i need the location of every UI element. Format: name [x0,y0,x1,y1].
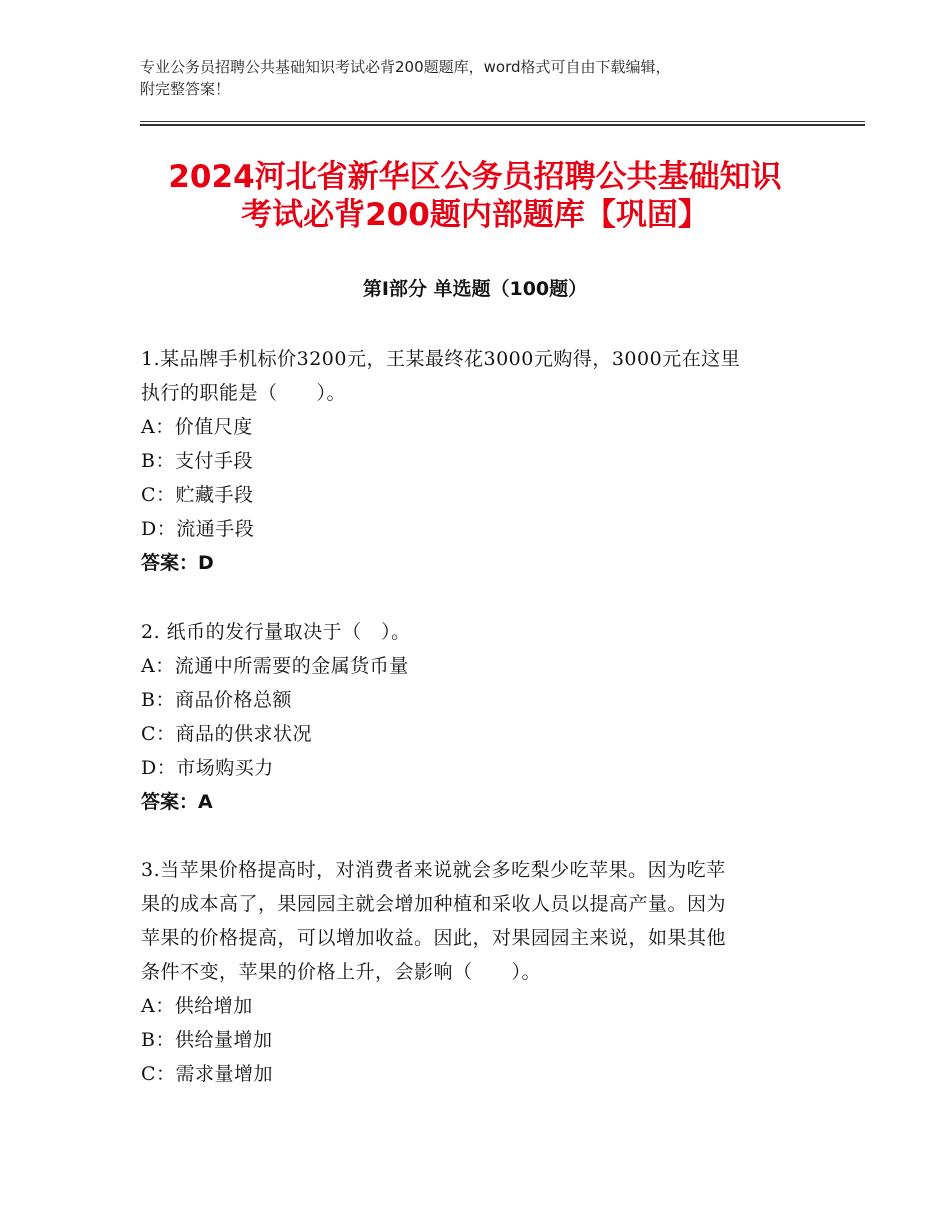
option-d: D：流通手段 [141,518,255,540]
option-a: A：价值尺度 [141,416,253,438]
header-note-line-1: 专业公务员招聘公共基础知识考试必背200题题库，word格式可自由下载编辑， [140,58,671,76]
option-a: A：供给增加 [141,995,253,1017]
question-stem-line: 执行的职能是（ ）。 [141,382,347,404]
answer-line: 答案：A [141,791,213,813]
question-3-stem [141,853,811,989]
question-1-stem [141,342,811,410]
document-title [100,158,850,234]
header-note [140,56,830,100]
option-b: B：支付手段 [141,450,253,472]
option-c: C：贮藏手段 [141,484,254,506]
option-c: C：商品的供求状况 [141,723,313,745]
question-2 [141,615,811,819]
question-1 [141,342,811,580]
question-stem-line: 3.当苹果价格提高时，对消费者来说就会多吃梨少吃苹果。因为吃苹 [141,859,726,881]
question-stem-line: 2. 纸币的发行量取决于（ ）。 [141,621,411,643]
question-stem-line: 果的成本高了，果园园主就会增加种植和采收人员以提高产量。因为 [141,893,727,915]
option-c: C：需求量增加 [141,1063,274,1085]
option-a: A：流通中所需要的金属货币量 [141,655,409,677]
header-divider-thin [140,121,865,122]
answer-line: 答案：D [141,552,214,574]
document-title-line-1: 2024河北省新华区公务员招聘公共基础知识 [168,159,782,195]
question-2-stem [141,615,811,649]
option-b: B：供给量增加 [141,1029,273,1051]
question-stem-line: 条件不变，苹果的价格上升，会影响（ ）。 [141,961,542,983]
question-stem-line: 苹果的价格提高，可以增加收益。因此，对果园园主来说，如果其他 [141,927,727,949]
option-d: D：市场购买力 [141,757,274,779]
option-b: B：商品价格总额 [141,689,292,711]
question-3 [141,853,811,1091]
header-note-line-2: 附完整答案！ [140,80,231,98]
header-divider-thick [140,124,865,126]
document-title-line-2: 考试必背200题内部题库【巩固】 [241,197,709,233]
question-stem-line: 1.某品牌手机标价3200元，王某最终花3000元购得，3000元在这里 [141,348,741,370]
section-heading: 第Ⅰ部分 单选题（100题） [362,278,588,300]
